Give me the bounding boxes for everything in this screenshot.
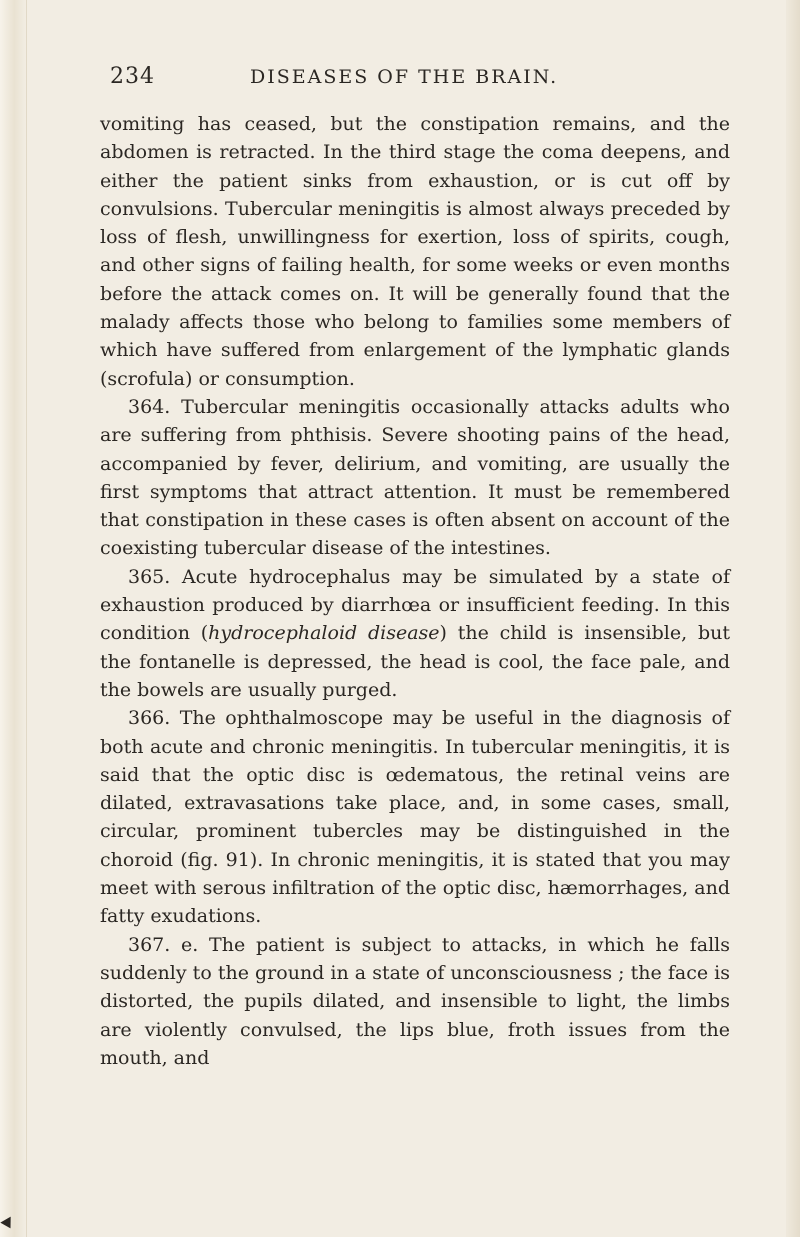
running-head: DISEASES OF THE BRAIN. xyxy=(250,66,559,88)
paragraph-365-italic-term: hydrocephaloid disease xyxy=(208,622,440,645)
page-number: 234 xyxy=(110,64,155,89)
page-edge xyxy=(786,0,800,1237)
paragraph-367: 367. e. The patient is subject to attacks, in which he falls suddenly to the ground in a state of unconsciousness ; the face is distorted, the pupils dilated, and insensible to light, the limbs are violently convulsed, the lips blue, froth issues from the mouth, and xyxy=(100,933,730,1069)
paragraph-366: 366. The ophthalmoscope may be useful in the diagnosis of both acute and chronic meningitis. In tubercular meningitis, it is said that the optic disc is œdematous, the retinal veins are dilated, extravasations take place, and, in some cases, small, circular, prominent tubercles may be distinguished in the choroid (fig. 91). In chronic meningitis, it is stated that you may meet with serous infiltration of the optic disc, hæmorrhages, and fatty exudations. xyxy=(100,707,730,928)
paragraph-364: 364. Tubercular meningitis occasionally attacks adults who are suffering from phthisis. Severe shooting pains of the head, accompanied by fever, delirium, and vomiting, are usually the first symptoms that attract attention. It must be remembered that constipation in these cases is often absent on account of the coexisting tubercular disease of the intestines. xyxy=(100,395,730,560)
page-binding-shadow xyxy=(0,0,27,1237)
body-text xyxy=(100,110,730,1072)
paragraph-continuation: vomiting has ceased, but the constipation remains, and the abdomen is retracted. In the third stage the coma deepens, and either the patient sinks from exhaustion, or is cut off by convulsions. Tubercular meningitis is almost always preceded by loss of flesh, unwillingness for exertion, loss of spirits, cough, and other signs of failing health, for some weeks or even months before the attack comes on. It will be generally found that the malady affects those who belong to families some members of which have suffered from enlargement of the lymphatic glands (scrofula) or consumption. xyxy=(100,113,730,390)
paragraph-365 xyxy=(100,563,730,704)
paragraph-365-end: ) the child is insensible, but the fontanelle is depressed, the head is cool, the face pale, and the bowels are usually purged. xyxy=(100,622,730,701)
page-header xyxy=(110,64,730,94)
paragraph-365-start: 365. Acute hydrocephalus may be simulated by a state of exhaustion produced by diarrhœa or insufficient feeding. In this condition ( xyxy=(100,565,730,645)
